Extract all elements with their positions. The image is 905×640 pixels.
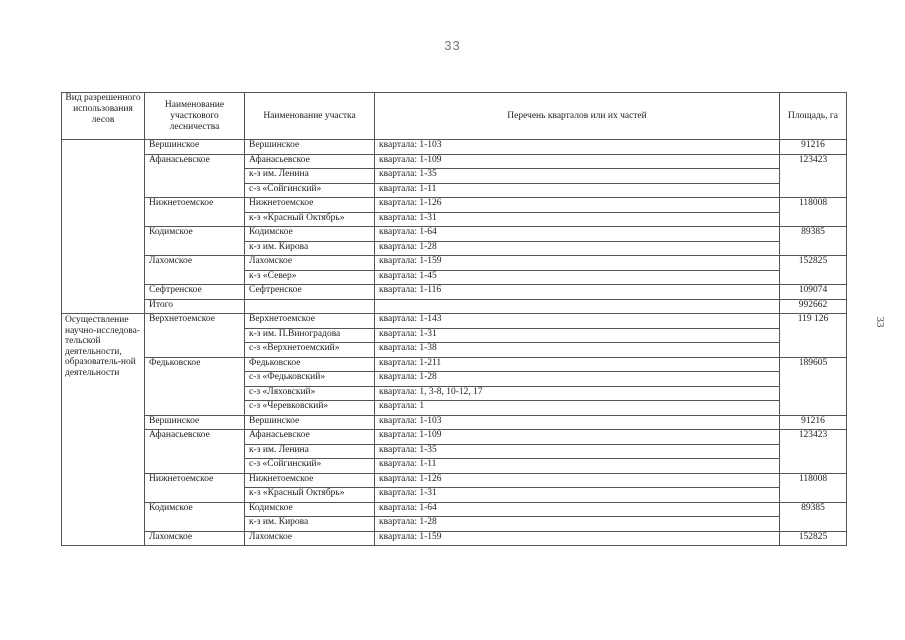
- cell-quarters: квартала: 1-35: [375, 444, 780, 459]
- cell-area: 992662: [780, 299, 847, 314]
- cell-quarters: квартала: 1-35: [375, 169, 780, 184]
- cell-tract: к-з им. Ленина: [245, 169, 375, 184]
- cell-tract: с-з «Верхнетоемский»: [245, 343, 375, 358]
- table-row: [62, 285, 847, 300]
- cell-tract: с-з «Сойгинский»: [245, 183, 375, 198]
- cell-area: 91216: [780, 140, 847, 155]
- cell-forestry: Кодимское: [145, 227, 245, 256]
- cell-quarters: квартала: 1-103: [375, 140, 780, 155]
- table-row: [62, 357, 847, 372]
- cell-area: 89385: [780, 502, 847, 531]
- cell-area: 109074: [780, 285, 847, 300]
- table-header-row: [62, 93, 847, 140]
- cell-forestry: Афанасьевское: [145, 430, 245, 474]
- cell-quarters: квартала: 1-159: [375, 256, 780, 271]
- cell-tract: к-з «Красный Октябрь»: [245, 212, 375, 227]
- cell-quarters: квартала: 1-28: [375, 517, 780, 532]
- cell-tract: Кодимское: [245, 502, 375, 517]
- cell-tract: к-з «Красный Октябрь»: [245, 488, 375, 503]
- cell-forestry: Верхнетоемское: [145, 314, 245, 358]
- header-tract: Наименование участка: [245, 93, 375, 140]
- table-row: [62, 430, 847, 445]
- cell-forestry: Вершинское: [145, 140, 245, 155]
- cell-tract: Нижнетоемское: [245, 473, 375, 488]
- table-row: [62, 531, 847, 546]
- table-row: [62, 502, 847, 517]
- cell-forestry: Сефтренское: [145, 285, 245, 300]
- cell-quarters: квартала: 1-64: [375, 502, 780, 517]
- cell-quarters: квартала: 1-116: [375, 285, 780, 300]
- cell-tract: к-з им. Кирова: [245, 241, 375, 256]
- cell-tract: Верхнетоемское: [245, 314, 375, 329]
- cell-forestry: Итого: [145, 299, 245, 314]
- cell-quarters: квартала: 1-103: [375, 415, 780, 430]
- cell-area: 118008: [780, 198, 847, 227]
- cell-tract: с-з «Сойгинский»: [245, 459, 375, 474]
- table-row: [62, 154, 847, 169]
- cell-category: Осуществление научно-исследова-тельской деятельности, образователь-ной деятельности: [62, 314, 145, 546]
- cell-quarters: квартала: 1-143: [375, 314, 780, 329]
- cell-forestry: Нижнетоемское: [145, 473, 245, 502]
- cell-quarters: квартала: 1-28: [375, 372, 780, 387]
- cell-area: 118008: [780, 473, 847, 502]
- cell-tract: Федьковское: [245, 357, 375, 372]
- cell-tract: [245, 299, 375, 314]
- cell-forestry: Федьковское: [145, 357, 245, 415]
- cell-tract: Нижнетоемское: [245, 198, 375, 213]
- cell-tract: Афанасьевское: [245, 154, 375, 169]
- cell-forestry: Вершинское: [145, 415, 245, 430]
- cell-forestry: Лахомское: [145, 531, 245, 546]
- cell-quarters: квартала: 1, 3-8, 10-12, 17: [375, 386, 780, 401]
- cell-tract: к-з им. П.Виноградова: [245, 328, 375, 343]
- header-quarters: Перечень кварталов или их частей: [375, 93, 780, 140]
- cell-tract: к-з им. Ленина: [245, 444, 375, 459]
- cell-tract: с-з «Ляховский»: [245, 386, 375, 401]
- cell-quarters: квартала: 1-11: [375, 183, 780, 198]
- cell-area: 119 126: [780, 314, 847, 358]
- cell-area: 89385: [780, 227, 847, 256]
- cell-tract: Вершинское: [245, 415, 375, 430]
- cell-tract: к-з «Север»: [245, 270, 375, 285]
- cell-quarters: квартала: 1-38: [375, 343, 780, 358]
- cell-quarters: квартала: 1: [375, 401, 780, 416]
- cell-quarters: квартала: 1-45: [375, 270, 780, 285]
- cell-tract: Лахомское: [245, 256, 375, 271]
- cell-area: 123423: [780, 154, 847, 198]
- cell-category: [62, 140, 145, 314]
- table-row: [62, 140, 847, 155]
- cell-quarters: квартала: 1-64: [375, 227, 780, 242]
- cell-quarters: квартала: 1-28: [375, 241, 780, 256]
- table-row: [62, 314, 847, 329]
- forest-use-table: [61, 92, 847, 546]
- table-row: [62, 198, 847, 213]
- table-body: [62, 140, 847, 546]
- cell-tract: Лахомское: [245, 531, 375, 546]
- cell-tract: Сефтренское: [245, 285, 375, 300]
- table-row: [62, 227, 847, 242]
- cell-quarters: квартала: 1-126: [375, 473, 780, 488]
- header-area: Площадь, га: [780, 93, 847, 140]
- cell-quarters: квартала: 1-31: [375, 488, 780, 503]
- cell-quarters: квартала: 1-31: [375, 212, 780, 227]
- cell-quarters: квартала: 1-11: [375, 459, 780, 474]
- cell-area: 123423: [780, 430, 847, 474]
- table-row: [62, 256, 847, 271]
- cell-forestry: Афанасьевское: [145, 154, 245, 198]
- cell-area: 152825: [780, 256, 847, 285]
- header-forestry: Наименование участкового лесничества: [145, 93, 245, 140]
- cell-area: 152825: [780, 531, 847, 546]
- cell-quarters: квартала: 1-31: [375, 328, 780, 343]
- cell-tract: Афанасьевское: [245, 430, 375, 445]
- cell-area: 189605: [780, 357, 847, 415]
- cell-area: 91216: [780, 415, 847, 430]
- cell-quarters: квартала: 1-211: [375, 357, 780, 372]
- cell-tract: Кодимское: [245, 227, 375, 242]
- header-category: Вид разрешенного использования лесов: [62, 93, 145, 140]
- cell-quarters: квартала: 1-109: [375, 154, 780, 169]
- table-row: [62, 299, 847, 314]
- cell-forestry: Лахомское: [145, 256, 245, 285]
- table-row: [62, 473, 847, 488]
- page-number-side: 33: [874, 316, 886, 328]
- cell-forestry: Нижнетоемское: [145, 198, 245, 227]
- cell-tract: к-з им. Кирова: [245, 517, 375, 532]
- cell-tract: Вершинское: [245, 140, 375, 155]
- page-number-top: 33: [444, 38, 461, 53]
- cell-quarters: квартала: 1-126: [375, 198, 780, 213]
- cell-forestry: Кодимское: [145, 502, 245, 531]
- table-row: [62, 415, 847, 430]
- cell-tract: с-з «Черевковский»: [245, 401, 375, 416]
- cell-quarters: квартала: 1-109: [375, 430, 780, 445]
- cell-quarters: [375, 299, 780, 314]
- cell-quarters: квартала: 1-159: [375, 531, 780, 546]
- cell-tract: с-з «Федьковский»: [245, 372, 375, 387]
